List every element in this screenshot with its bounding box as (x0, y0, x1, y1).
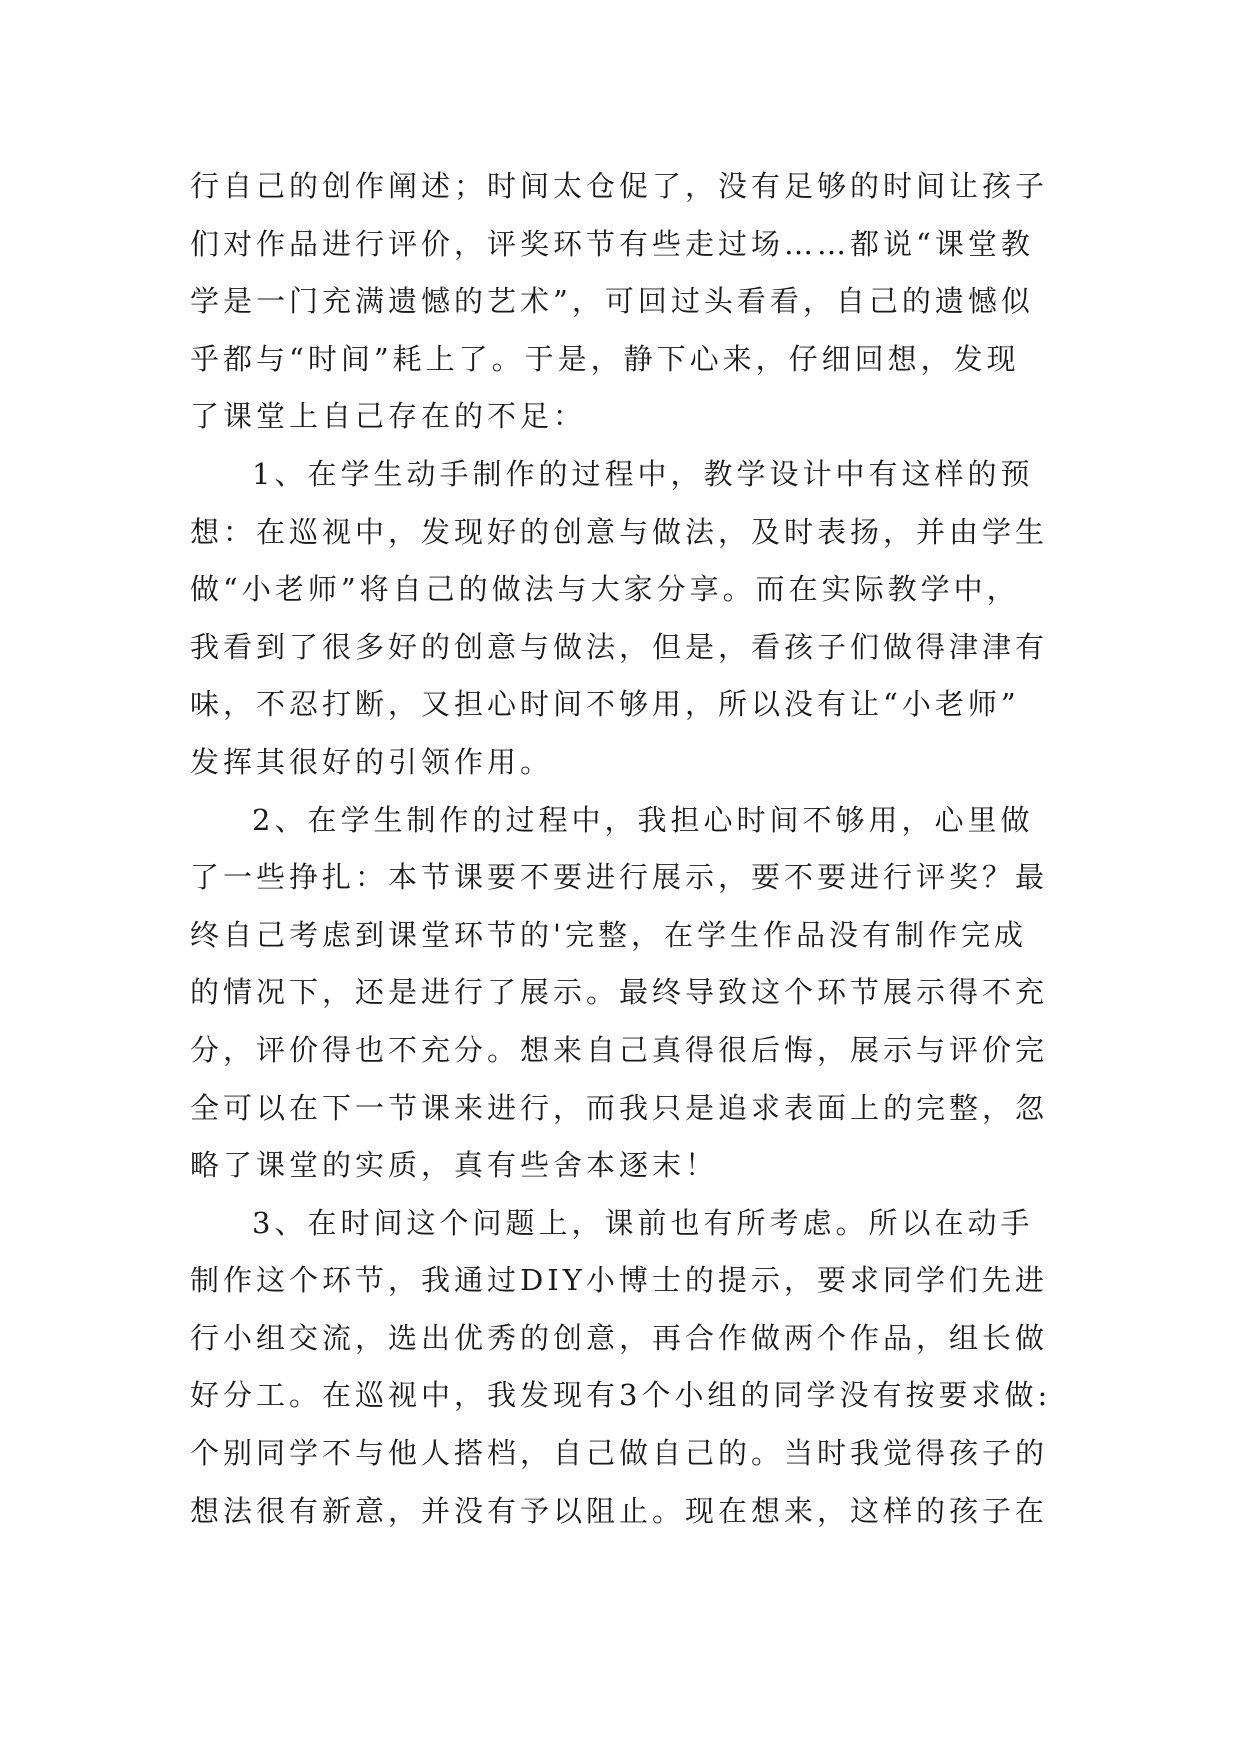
paragraph-2-start: 2、在学生制作的过程中，我担心时间不够用，心里做 (252, 802, 1034, 837)
text-line: 乎都与“时间”耗上了。于是，静下心来，仔细回想，发现 (190, 341, 1020, 376)
text-line: 终自己考虑到课堂环节的'完整，在学生作品没有制作完成 (190, 917, 1027, 952)
text-line: 们对作品进行评价，评奖环节有些走过场……都说“课堂教 (190, 226, 1034, 261)
text-line: 了一些挣扎：本节课要不要进行展示，要不要进行评奖？最 (190, 860, 1049, 895)
text-line: 做“小老师”将自己的做法与大家分享。而在实际教学中， (190, 572, 1020, 607)
text-line: 制作这个环节，我通过DIY小博士的提示，要求同学们先进 (190, 1263, 1048, 1298)
text-line: 味，不忍打断，又担心时间不够用，所以没有让“小老师” (190, 687, 1020, 722)
text-line: 想法很有新意，并没有予以阻止。现在想来，这样的孩子在 (190, 1493, 1049, 1528)
paragraph-1-start: 1、在学生动手制作的过程中，教学设计中有这样的预 (252, 456, 1034, 491)
text-line: 行小组交流，选出优秀的创意，再合作做两个作品，组长做 (190, 1320, 1049, 1355)
text-line: 了课堂上自己存在的不足： (190, 399, 587, 434)
text-line: 的情况下，还是进行了展示。最终导致这个环节展示得不充 (190, 975, 1049, 1010)
text-line: 全可以在下一节课来进行，而我只是追求表面上的完整，忽 (190, 1090, 1049, 1125)
text-line: 好分工。在巡视中，我发现有3个小组的同学没有按要求做: (190, 1378, 1052, 1413)
text-line: 我看到了很多好的创意与做法，但是，看孩子们做得津津有 (190, 629, 1049, 664)
text-line: 略了课堂的实质，真有些舍本逐末！ (190, 1148, 719, 1183)
paragraph-3-start: 3、在时间这个问题上，课前也有所考虑。所以在动手 (252, 1205, 1034, 1240)
text-line: 行自己的创作阐述；时间太仓促了，没有足够的时间让孩子 (190, 169, 1049, 203)
text-line: 个别同学不与他人搭档，自己做自己的。当时我觉得孩子的 (190, 1436, 1049, 1471)
body-text (190, 158, 1052, 1540)
text-line: 发挥其很好的引领作用。 (190, 744, 554, 779)
text-line: 分，评价得也不充分。想来自己真得很后悔，展示与评价完 (190, 1032, 1049, 1067)
text-line: 想：在巡视中，发现好的创意与做法，及时表扬，并由学生 (190, 514, 1049, 549)
text-line: 学是一门充满遗憾的艺术”，可回过头看看，自己的遗憾似 (190, 284, 1034, 319)
